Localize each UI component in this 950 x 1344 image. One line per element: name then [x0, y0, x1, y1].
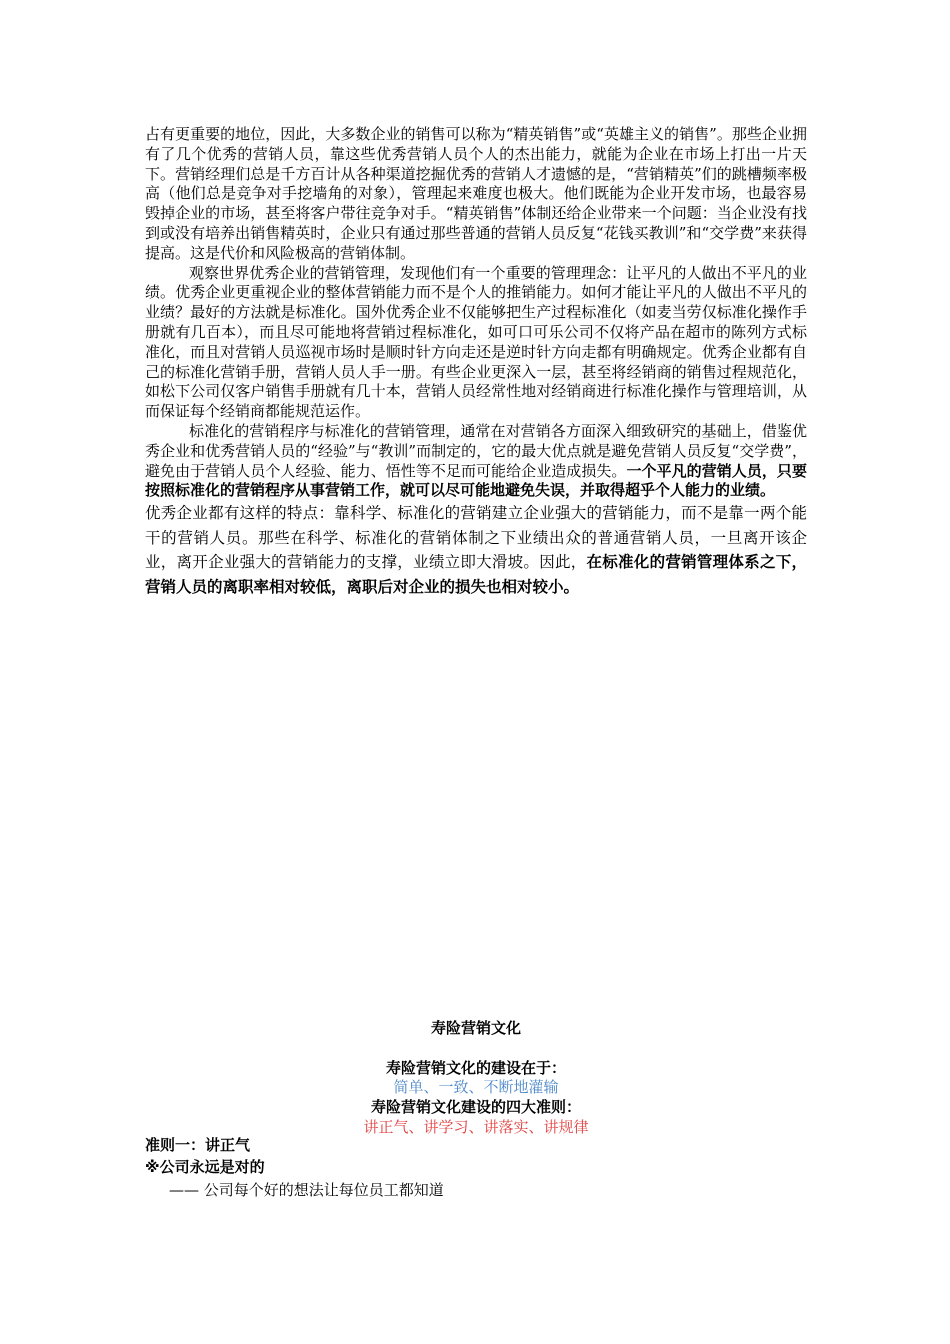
paragraph-excellent-enterprise-text: 优秀企业都有这样的特点：靠科学、标准化的营销建立企业强大的营销能力，而不是靠一两个能干的营销人员。那些在科学、标准化的营销体制之下业绩出众的普通营销人员，一旦离开该企业，离开企业强大的营销能力的支撑，业绩立即大滑坡。因此， — [145, 504, 807, 572]
paragraph-standard-procedure-bold: 一个平凡的营销人员，只要按照标准化的营销程序从事营销工作，就可以尽可能地避免失误，并取得超乎个人能力的业绩。 — [145, 461, 807, 500]
paragraph-excellent-enterprise — [145, 501, 807, 599]
paragraph-standard-procedure — [145, 422, 807, 501]
section-title: 寿险营销文化 — [430, 1019, 521, 1037]
principle-one-title: 准则一：讲正气 — [145, 1136, 251, 1154]
four-principles-heading: 寿险营销文化建设的四大准则： — [370, 1098, 581, 1116]
principle-one-point: ※公司永远是对的 — [145, 1158, 265, 1176]
paragraph-excellent-enterprise-bold: 在标准化的营销管理体系之下，营销人员的离职率相对较低，离职后对企业的损失也相对较小。 — [145, 553, 807, 596]
paragraph-elite-sales: 占有更重要的地位，因此，大多数企业的销售可以称为“精英销售”或“英雄主义的销售”。那些企业拥有了几个优秀的营销人员，靠这些优秀营销人员个人的杰出能力，就能为企业在市场上打出一片天下。营销经理们总是千方百计从各种渠道挖掘优秀的营销人才遗憾的是，“营销精英”们的跳槽频率极高（他们总是竞争对手挖墙角的对象），管理起来难度也极大。他们既能为企业开发市场，也最容易毁掉企业的市场，甚至将客户带往竞争对手。“精英销售”体制还给企业带来一个问题：当企业没有找到或没有培养出销售精英时，企业只有通过那些普通的营销人员反复“花钱买教训”和“交学费”来获得提高。这是代价和风险极高的营销体制。 — [145, 125, 807, 262]
paragraph-standardization: 观察世界优秀企业的营销管理，发现他们有一个重要的管理理念：让平凡的人做出不平凡的业绩。优秀企业更重视企业的整体营销能力而不是个人的推销能力。如何才能让平凡的人做出不平凡的业绩？最好的方法就是标准化。国外优秀企业不仅能够把生产过程标准化（如麦当劳仅标准化操作手册就有几百本），而且尽可能地将营销过程标准化，如可口可乐公司不仅将产品在超市的陈列方式标准化，而且对营销人员巡视市场时是顺时针方向走还是逆时针方向走都有明确规定。优秀企业都有自己的标准化营销手册，营销人员人手一册。有些企业更深入一层，甚至将经销商的销售过程规范化，如松下公司仅客户销售手册就有几十本，营销人员经常性地对经销商进行标准化操作与管理培训，从而保证每个经销商都能规范运作。 — [145, 263, 807, 421]
paragraph-standard-procedure-text: 标准化的营销程序与标准化的营销管理，通常在对营销各方面深入细致研究的基础上，借鉴优秀企业和优秀营销人员的“经验”与“教训”而制定的，它的最大优点就是避免营销人员反复“交学费”，避免由于营销人员个人经验、能力、悟性等不足而可能给企业造成损失。 — [145, 421, 807, 480]
four-principles-value: 讲正气、讲学习、讲落实、讲规律 — [363, 1118, 589, 1136]
section-heading-block — [145, 1017, 807, 1137]
body-text-upper — [145, 125, 807, 599]
principle-one-detail: —— 公司每个好的想法让每位员工都知道 — [169, 1181, 444, 1199]
culture-construction-value: 简单、一致、不断地灌输 — [393, 1078, 559, 1096]
culture-construction-heading: 寿险营销文化的建设在于： — [385, 1059, 566, 1077]
principle-one-block — [145, 1134, 807, 1202]
